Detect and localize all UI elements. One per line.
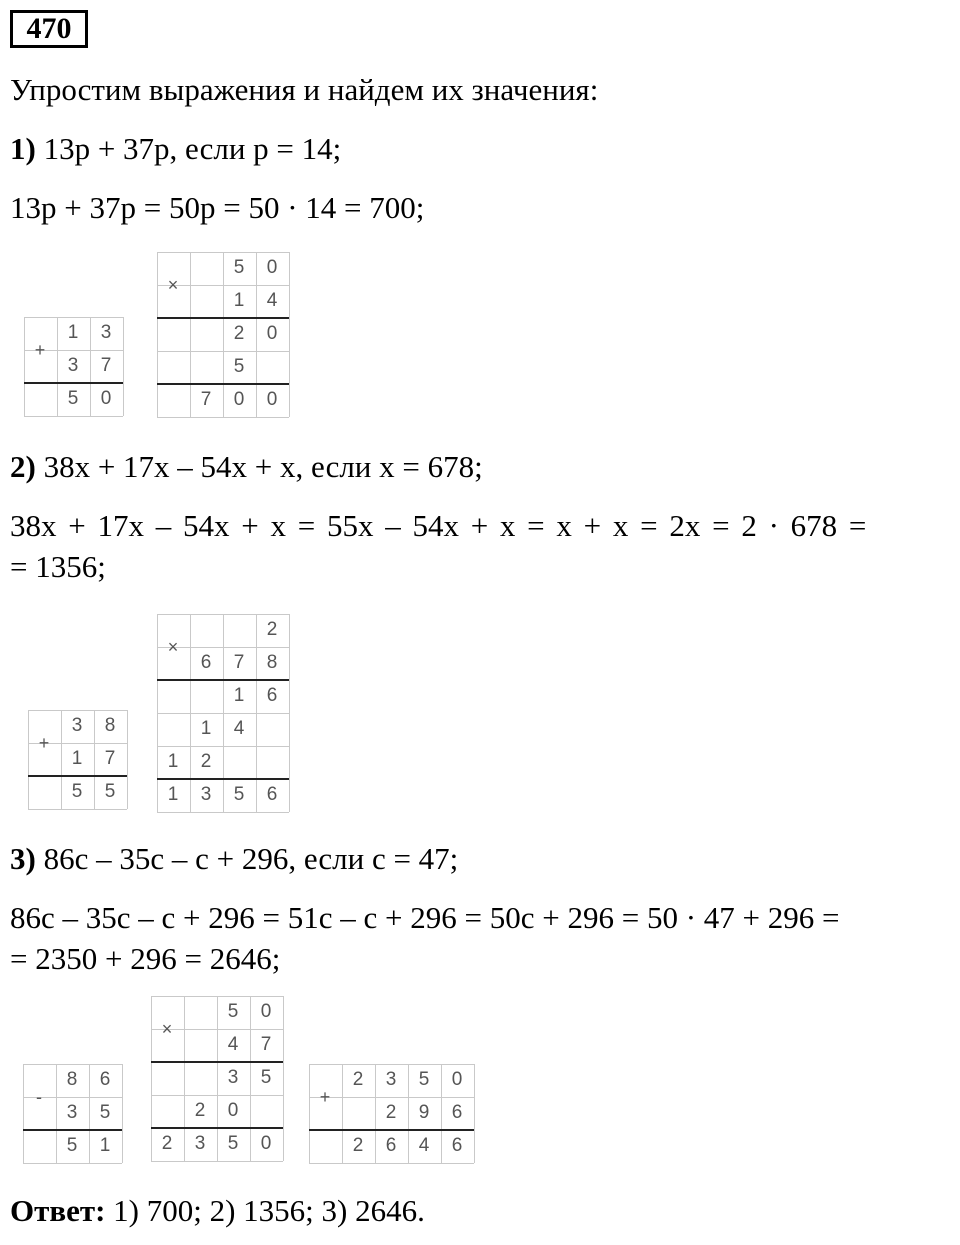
digit-cell: 0 — [260, 1133, 272, 1154]
digit-cell: 7 — [104, 748, 116, 769]
grid-line — [474, 1064, 475, 1163]
calc-mul-50-47 — [151, 996, 283, 1161]
digit-cell: 2 — [194, 1100, 206, 1121]
digit-cell: 1 — [200, 718, 212, 739]
grid-line — [309, 1163, 474, 1164]
digit-cell: 7 — [233, 652, 245, 673]
grid-line — [24, 317, 25, 416]
digit-cell: 1 — [233, 290, 245, 311]
underline-rule — [309, 1129, 474, 1131]
grid-line — [289, 614, 290, 812]
digit-cell: 2 — [266, 619, 278, 640]
digit-cell: 2 — [233, 323, 245, 344]
calc-mul-2-678 — [157, 614, 289, 812]
digit-cell: 5 — [233, 356, 245, 377]
digit-cell: 4 — [266, 290, 278, 311]
digit-cell: 2 — [200, 751, 212, 772]
calc-sub-86-35 — [23, 1064, 122, 1163]
digit-cell: 0 — [266, 389, 278, 410]
digit-cell: 2 — [352, 1069, 364, 1090]
underline-rule — [28, 775, 127, 777]
digit-cell: 6 — [200, 652, 212, 673]
digit-cell: 5 — [71, 781, 83, 802]
underline-rule — [157, 778, 289, 780]
grid-line — [157, 812, 289, 813]
digit-cell: 3 — [227, 1067, 239, 1088]
grid-line — [28, 809, 127, 810]
answer — [10, 1193, 425, 1229]
part-1-statement — [10, 131, 341, 167]
part-2-solution-line-2: = 1356; — [10, 549, 106, 584]
digit-cell: 3 — [66, 1102, 78, 1123]
operator-sign: × — [167, 637, 179, 657]
part-3-statement — [10, 841, 458, 877]
digit-cell: 7 — [200, 389, 212, 410]
grid-line — [23, 1163, 122, 1164]
underline-rule — [157, 383, 289, 385]
digit-cell: 5 — [418, 1069, 430, 1090]
underline-rule — [157, 679, 289, 681]
digit-cell: 0 — [227, 1100, 239, 1121]
digit-cell: 6 — [451, 1135, 463, 1156]
grid-line — [283, 996, 284, 1161]
operator-sign: × — [167, 275, 179, 295]
digit-cell: 2 — [161, 1133, 173, 1154]
grid-line — [23, 1064, 24, 1163]
operator-sign: + — [319, 1087, 331, 1107]
digit-cell: 1 — [99, 1135, 111, 1156]
digit-cell: 5 — [233, 257, 245, 278]
digit-cell: 1 — [167, 751, 179, 772]
digit-cell: 6 — [266, 784, 278, 805]
digit-cell: 0 — [451, 1069, 463, 1090]
answer-text: 1) 700; 2) 1356; 3) 2646. — [113, 1193, 425, 1228]
part-3-expression: 86c – 35c – c + 296, если c = 47; — [43, 841, 459, 876]
part-1-label: 1) — [10, 131, 36, 166]
digit-cell: 5 — [99, 1102, 111, 1123]
underline-rule — [151, 1127, 283, 1129]
digit-cell: 8 — [66, 1069, 78, 1090]
operator-sign: × — [161, 1019, 173, 1039]
digit-cell: 6 — [99, 1069, 111, 1090]
part-1-expression: 13p + 37p, если p = 14; — [43, 131, 342, 166]
underline-rule — [24, 382, 123, 384]
digit-cell: 8 — [104, 715, 116, 736]
digit-cell: 0 — [266, 323, 278, 344]
operator-sign: + — [38, 733, 50, 753]
digit-cell: 7 — [260, 1034, 272, 1055]
digit-cell: 3 — [71, 715, 83, 736]
calc-mul-50-14 — [157, 252, 289, 417]
digit-cell: 6 — [451, 1102, 463, 1123]
digit-cell: 5 — [260, 1067, 272, 1088]
digit-cell: 0 — [233, 389, 245, 410]
grid-line — [24, 416, 123, 417]
grid-line — [309, 1064, 310, 1163]
task-number: 470 — [10, 10, 88, 48]
calc-add-13-37 — [24, 317, 123, 416]
grid-line — [127, 710, 128, 809]
digit-cell: 1 — [167, 784, 179, 805]
part-2-label: 2) — [10, 449, 36, 484]
grid-line — [289, 252, 290, 417]
operator-sign: - — [36, 1087, 42, 1107]
digit-cell: 5 — [104, 781, 116, 802]
digit-cell: 5 — [227, 1133, 239, 1154]
digit-cell: 9 — [418, 1102, 430, 1123]
digit-cell: 0 — [260, 1001, 272, 1022]
digit-cell: 2 — [352, 1135, 364, 1156]
underline-rule — [151, 1061, 283, 1063]
part-3-solution-line-2: = 2350 + 296 = 2646; — [10, 941, 281, 976]
digit-cell: 0 — [100, 388, 112, 409]
digit-cell: 8 — [266, 652, 278, 673]
digit-cell: 5 — [66, 1135, 78, 1156]
digit-cell: 5 — [233, 784, 245, 805]
digit-cell: 6 — [385, 1135, 397, 1156]
part-2-statement — [10, 449, 483, 485]
part-3-solution-line-1: 86c – 35c – c + 296 = 51c – c + 296 = 50c + 296 = 50 · 47 + 296 = — [10, 900, 840, 935]
digit-cell: 6 — [266, 685, 278, 706]
underline-rule — [157, 317, 289, 319]
underline-rule — [23, 1129, 122, 1131]
digit-cell: 7 — [100, 355, 112, 376]
grid-line — [28, 710, 29, 809]
digit-cell: 1 — [71, 748, 83, 769]
calc-add-2350-296 — [309, 1064, 474, 1163]
digit-cell: 4 — [233, 718, 245, 739]
part-2-solution-line-1: 38x + 17x – 54x + x = 55x – 54x + x = x + x = 2x = 2 · 678 = — [10, 508, 867, 543]
part-1-solution: 13p + 37p = 50p = 50 · 14 = 700; — [10, 190, 425, 225]
grid-line — [151, 1161, 283, 1162]
digit-cell: 1 — [67, 322, 79, 343]
answer-label: Ответ: — [10, 1193, 106, 1228]
digit-cell: 3 — [67, 355, 79, 376]
digit-cell: 3 — [100, 322, 112, 343]
digit-cell: 4 — [227, 1034, 239, 1055]
part-2-expression: 38x + 17x – 54x + x, если x = 678; — [43, 449, 483, 484]
digit-cell: 5 — [67, 388, 79, 409]
calc-add-38-17 — [28, 710, 127, 809]
digit-cell: 2 — [385, 1102, 397, 1123]
digit-cell: 4 — [418, 1135, 430, 1156]
intro-text: Упростим выражения и найдем их значения: — [10, 72, 599, 107]
digit-cell: 3 — [385, 1069, 397, 1090]
digit-cell: 1 — [233, 685, 245, 706]
digit-cell: 3 — [194, 1133, 206, 1154]
grid-line — [157, 417, 289, 418]
grid-line — [123, 317, 124, 416]
part-3-label: 3) — [10, 841, 36, 876]
digit-cell: 3 — [200, 784, 212, 805]
digit-cell: 5 — [227, 1001, 239, 1022]
digit-cell: 0 — [266, 257, 278, 278]
operator-sign: + — [34, 340, 46, 360]
grid-line — [122, 1064, 123, 1163]
